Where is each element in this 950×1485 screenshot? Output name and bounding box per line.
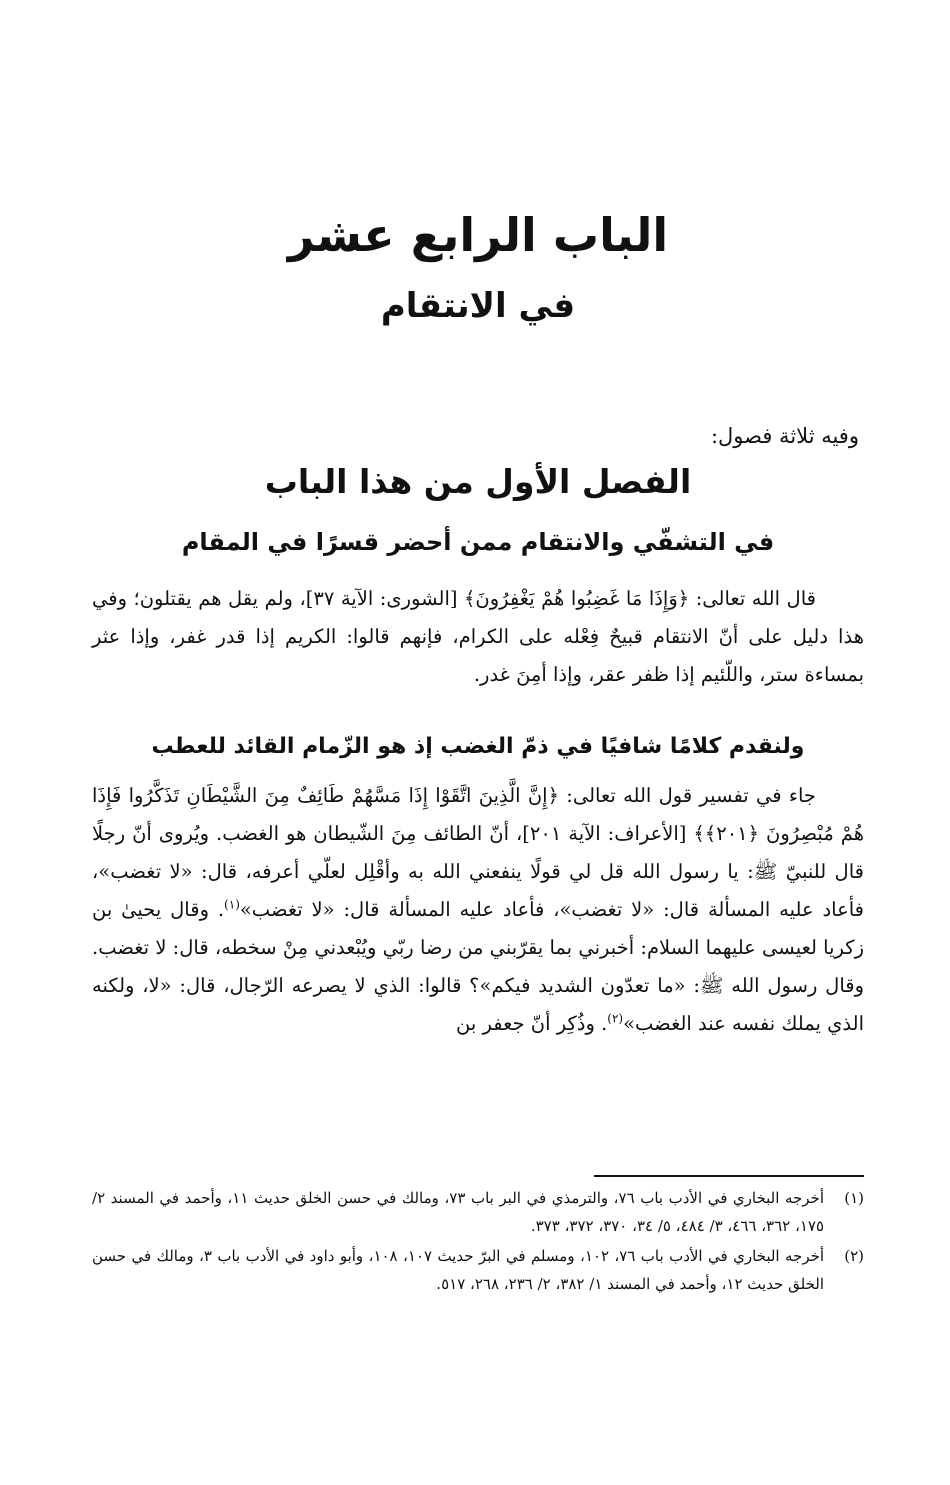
book-page: [92, 0, 864, 1485]
paragraph-text: . وقال يحيىٰ بن زكريا لعيسى عليهما السلام: أخبرني بما يقرّبني من رضا ربّي ويُبْعدني مِنْ سخطه، قال: لا تغضب. وقال رسول الله ﷺ: «ما تعدّون الشديد فيكم»؟ قالوا: الذي لا يصرعه الرّجال، قال: «لا، ولكنه الذي يملك نفسه عند الغضب»: [92, 898, 864, 1035]
chapter-subtitle: في الانتقام: [380, 286, 576, 326]
section-subtitle: في التشفّي والانتقام ممن أحضر قسرًا في المقام: [181, 528, 775, 556]
subheading: ولنقدم كلامًا شافيًا في ذمّ الغضب إذ هو الزّمام القائد للعطب: [151, 734, 805, 759]
footnote-number: (٢): [844, 1247, 864, 1265]
footnote: [92, 1242, 864, 1298]
paragraph-text: . وذُكِر أنّ جعفر بن: [456, 1012, 608, 1035]
footnote: [92, 1184, 864, 1240]
footnote-ref[interactable]: (٢): [607, 1011, 624, 1026]
footnote-text: أخرجه البخاري في الأدب باب ٧٦، والترمذي في البر باب ٧٣، ومالك في حسن الخلق حديث ١١، وأحمد في المسند ٢/ ١٧٥، ٣٦٢، ٤٦٦، ٣/ ٤٨٤، ٥/ ٣٤، ٣٧٠، ٣٧٢، ٣٧٣.: [92, 1189, 825, 1235]
footnote-ref[interactable]: (١): [224, 897, 240, 912]
section-title: الفصل الأول من هذا الباب: [264, 462, 692, 501]
footnote-text: أخرجه البخاري في الأدب باب ٧٦، ١٠٢، ومسلم في البرّ حديث ١٠٧، ١٠٨، وأبو داود في الأدب باب ٣، ومالك في حسن الخلق حديث ١٢، وأحمد في المسند ١/ ٣٨٢، ٢/ ٢٣٦، ٢٦٨، ٥١٧.: [92, 1247, 825, 1293]
footnotes-list: [92, 1184, 864, 1300]
chapter-intro: وفيه ثلاثة فصول:: [710, 424, 859, 448]
body-paragraph: قال الله تعالى: ﴿وَإِذَا مَا غَضِبُوا هُمْ يَغْفِرُونَ﴾ [الشورى: الآية ٣٧]، ولم يقل هم يقتلون؛ وفي هذا دليل على أنّ الانتقام قبيحٌ فِعْله على الكرام، فإنهم قالوا: الكريم إذا قدر غفر، وإذا عثر بمساءة ستر، واللّئيم إذا ظفر عقر، وإذا أمِنَ غدر.: [92, 587, 864, 686]
body-paragraph-2: [92, 777, 864, 1043]
chapter-title: الباب الرابع عشر: [287, 208, 669, 262]
paragraph-text: جاء في تفسير قول الله تعالى: ﴿إِنَّ الَّذِينَ اتَّقَوْا إِذَا مَسَّهُمْ طَائِفٌ مِنَ الشَّيْطَانِ تَذَكَّرُوا فَإِذَا هُمْ مُبْصِرُونَ ﴿٢٠١﴾﴾ [الأعراف: الآية ٢٠١]، أنّ الطائف مِنَ الشّيطان هو الغضب. ويُروى أنّ رجلًا قال للنبيّ ﷺ: يا رسول الله قل لي قولًا ينفعني الله به وأقْلِل لعلّي أعرفه، قال: «لا تغضب»، فأعاد عليه المسألة قال: «لا تغضب»، فأعاد عليه المسألة قال: «لا تغضب»: [92, 784, 864, 921]
footnote-divider: [594, 1175, 864, 1177]
footnote-number: (١): [844, 1189, 864, 1207]
